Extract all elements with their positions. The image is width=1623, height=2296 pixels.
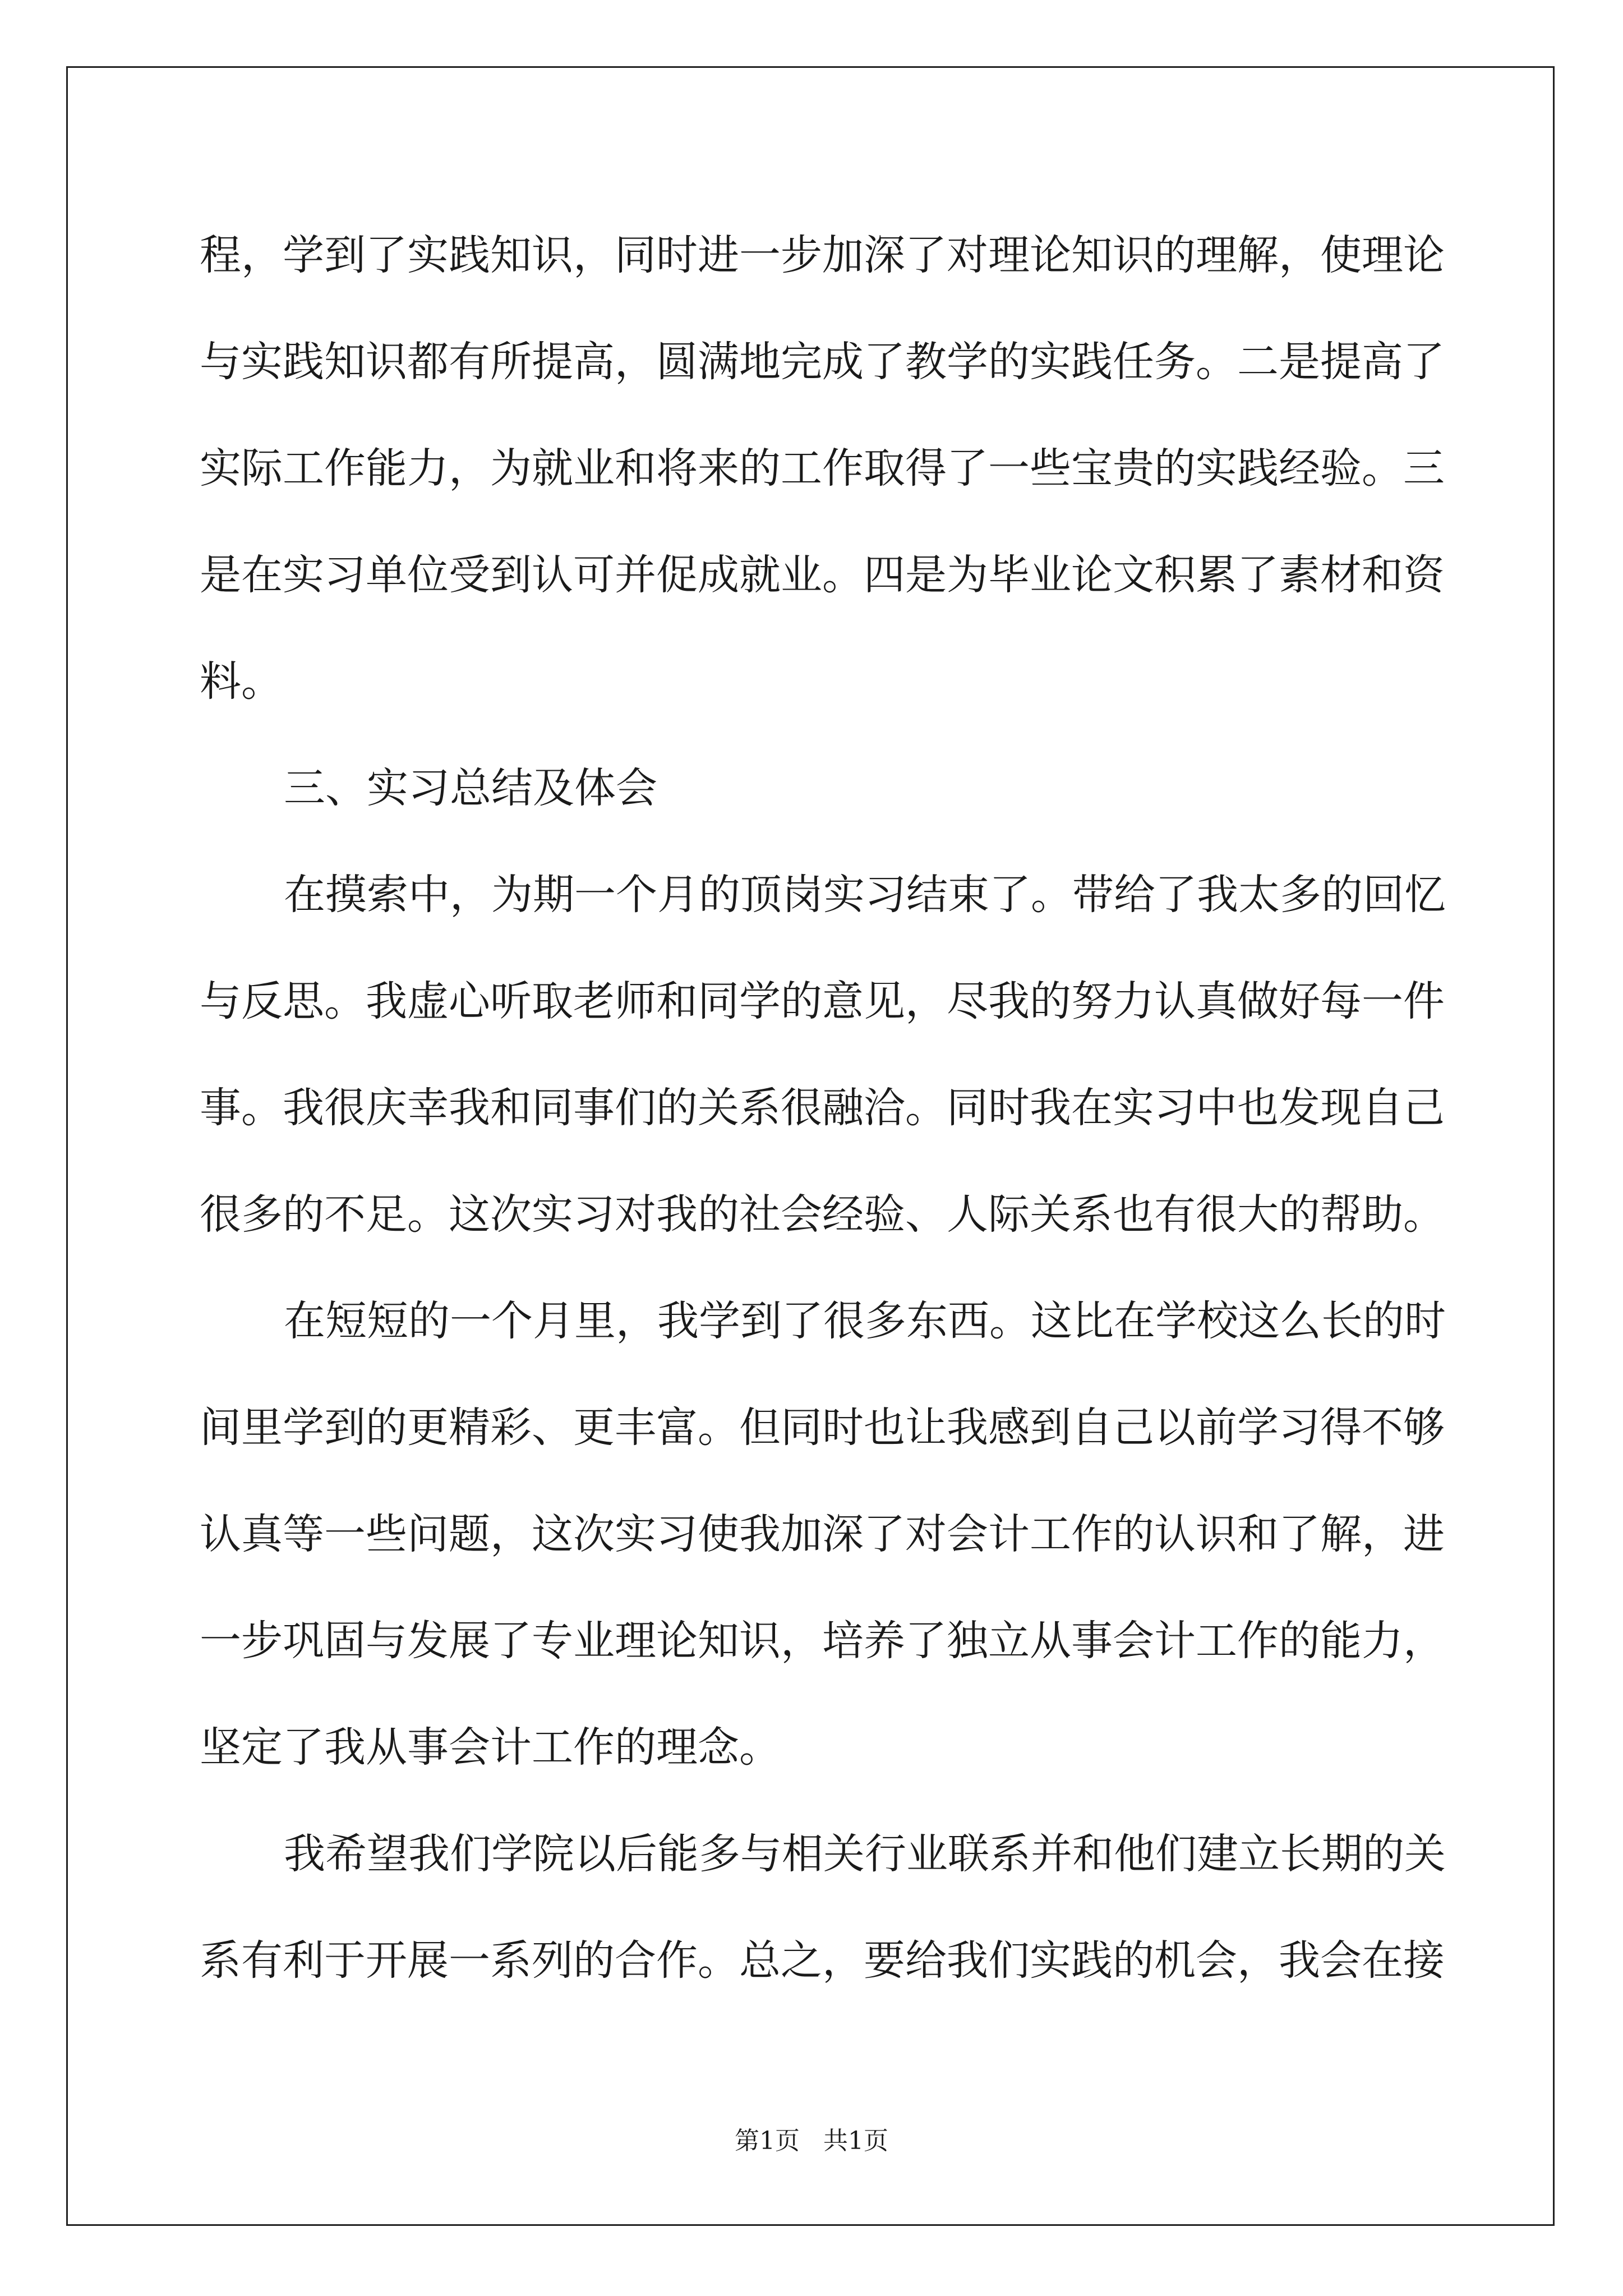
section-heading: 三、实习总结及体会 xyxy=(284,764,657,812)
text-line: 事。我很庆幸我和同事们的关系很融洽。同时我在实习中也发现自己 xyxy=(200,1084,1445,1132)
text-line: 是在实习单位受到认可并促成就业。四是为毕业论文积累了素材和资 xyxy=(200,551,1445,599)
text-line: 在摸索中，为期一个月的顶岗实习结束了。带给了我太多的回忆 xyxy=(284,871,1446,919)
page-border xyxy=(66,66,1555,2226)
text-line: 系有利于开展一系列的合作。总之，要给我们实践的机会，我会在接 xyxy=(200,1936,1445,1985)
text-line: 与反思。我虚心听取老师和同学的意见，尽我的努力认真做好每一件 xyxy=(200,977,1445,1025)
text-line: 程，学到了实践知识，同时进一步加深了对理论知识的理解，使理论 xyxy=(200,231,1445,279)
text-line: 与实践知识都有所提高，圆满地完成了教学的实践任务。二是提高了 xyxy=(200,338,1445,386)
page-footer: 第1页 共1页 xyxy=(735,2127,888,2155)
text-line: 在短短的一个月里，我学到了很多东西。这比在学校这么长的时 xyxy=(284,1297,1446,1345)
text-line: 很多的不足。这次实习对我的社会经验、人际关系也有很大的帮助。 xyxy=(200,1190,1445,1239)
text-line: 间里学到的更精彩、更丰富。但同时也让我感到自己以前学习得不够 xyxy=(200,1404,1445,1452)
text-line: 我希望我们学院以后能多与相关行业联系并和他们建立长期的关 xyxy=(284,1830,1446,1878)
text-line: 一步巩固与发展了专业理论知识，培养了独立从事会计工作的能力， xyxy=(200,1617,1445,1665)
text-line: 实际工作能力，为就业和将来的工作取得了一些宝贵的实践经验。三 xyxy=(200,444,1445,493)
text-line: 坚定了我从事会计工作的理念。 xyxy=(200,1723,781,1772)
text-line: 认真等一些问题，这次实习使我加深了对会计工作的认识和了解，进 xyxy=(200,1510,1445,1558)
text-line: 料。 xyxy=(200,657,283,706)
